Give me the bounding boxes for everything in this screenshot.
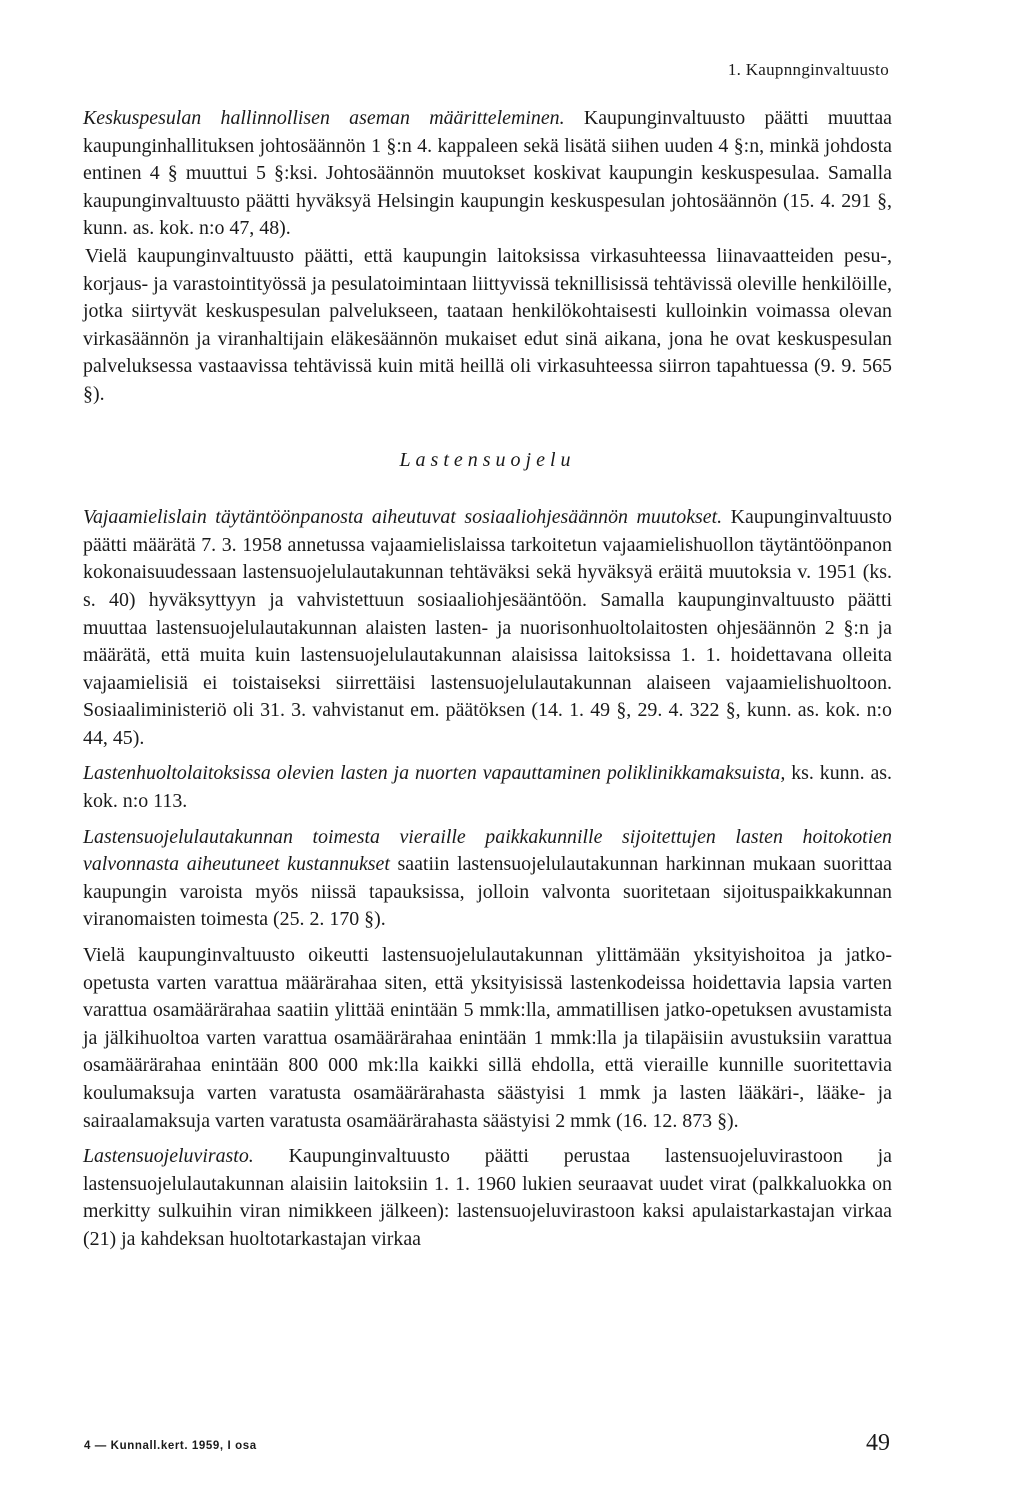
paragraph-text: Kaupunginvaltuusto päätti määrätä 7. 3. 1958 annetussa vajaamielislaissa tarkoitetun vajaamielishuollon täytäntöönpanon kokonaisuudessaan lastensuojelulautakunnan tehtäväksi sekä hyväksyä eräitä muutoksia v. 1951 (ks. s. 40) hyväksyttyyn ja vahvistettuun sosiaaliohjesääntöön. Samalla kaupunginvaltuusto päätti muuttaa lastensuojelulautakunnan alaisten lasten- ja nuorisonhuoltolaitosten ohjesäännön 2 §:n ja määrätä, että muita kuin lastensuojelulautakunnan alaisissa laitoksissa 1. 1. hoidettavana olleita vajaamielisiä ei toistaiseksi siirrettäisi lastensuojelulautakunnan alaiseen vajaamielishuoltoon. Sosiaaliministeriö oli 31. 3. vahvistanut em. päätöksen (14. 1. 49 §, 29. 4. 322 §, kunn. as. kok. n:o 44, 45). [83, 506, 892, 749]
paragraph-title: Lastenhuoltolaitoksissa olevien lasten ja nuorten vapauttaminen poliklinikkamaksuista, [83, 762, 786, 785]
page-body [83, 105, 892, 1254]
paragraph-hoitokotien-valvonta [83, 824, 892, 934]
paragraph-vajaamielislaki [83, 504, 892, 752]
paragraph-lastensuojeluvirasto [83, 1143, 892, 1253]
footer-source: 4 — Kunnall.kert. 1959, I osa [84, 1440, 257, 1452]
paragraph-text: Vielä kaupunginvaltuusto oikeutti lastensuojelulautakunnan ylittämään yksityishoitoa ja jatko-opetusta varten varattua määrärahaa siten, että yksityisissä lastenkodeissa hoidettavia lapsia varten varattua osamäärärahaa saatiin ylittää enintään 5 mmk:lla, ammatillisen jatko-opetuksen avustamista ja jälkihuoltoa varten varattua osamäärärahaa enintään 1 mmk:lla ja tilapäisiin avustuksiin varattua osamäärärahaa enintään 800 000 mk:lla kaikki sillä ehdolla, että vieraille kunnille suoritettavia koulumaksuja varten varatusta osamäärärahasta säästyisi 1 mmk ja lasten lääkäri-, lääke- ja sairaalamaksuja varten varatusta osamäärärahasta säästyisi 2 mmk (16. 12. 873 §). [83, 944, 892, 1132]
paragraph-text: Vielä kaupunginvaltuusto päätti, että kaupungin laitoksissa virkasuhteessa liinavaatteiden pesu-, korjaus- ja varastointityössä ja pesulatoimintaan liittyvissä teknillisissä tehtävissä oleville henkilöille, jotka siirtyvät keskuspesulan palvelukseen, taataan henkilökohtaisesti kulloinkin voimassa olevan virkasäännön ja viranhaltijain eläkesäännön mukaiset edut sinä aikana, jona he ovat keskuspesulan palveluksessa vastaavissa tehtävissä kuin mitä heillä oli virkasuhteessa siirron tapahtuessa (9. 9. 565 §). [83, 244, 892, 405]
paragraph-title: Lastensuojelulautakunnan toimesta vieraille paikkakunnille sijoitettujen lasten hoitokotien valvonnasta aiheutuneet kustannukset [83, 825, 892, 876]
paragraph-text: Kaupunginvaltuusto päätti perustaa lastensuojeluvirastoon ja lastensuojelulautakunnan alaisiin laitoksiin 1. 1. 1960 lukien seuraavat uudet virat (palkkaluokka on merkitty sulkuihin viran nimikkeen jälkeen): lastensuojeluvirastoon kaksi apulaistarkastajan virkaa (21) ja kahdeksan huoltotarkastajan virkaa [83, 1145, 892, 1250]
paragraph-title: Keskuspesulan hallinnollisen aseman määritteleminen. [83, 107, 565, 129]
section-heading: Lastensuojelu [399, 448, 576, 471]
paragraph-maararahat [83, 942, 892, 1135]
paragraph-title: Lastensuojeluvirasto. [83, 1145, 254, 1168]
paragraph-text: ks. kunn. as. kok. n:o 113. [83, 762, 892, 813]
page-number: 49 [866, 1430, 890, 1456]
paragraph-title: Vajaamielislain täytäntöönpanosta aiheutuvat sosiaaliohjesäännön muutokset. [83, 506, 723, 529]
paragraph-text: saatiin lastensuojelulautakunnan harkinnan mukaan suorittaa kaupungin varoista myös niissä tapauksissa, jolloin valvonta suoritetaan sijoituspaikkakunnan viranomaisten toimesta (25. 2. 170 §). [83, 853, 892, 931]
running-header: 1. Kaupnnginvaltuusto [727, 60, 889, 79]
paragraph-poliklinikkamaksut [83, 760, 892, 815]
paragraph-keskuspesula-edut [83, 243, 892, 409]
paragraph-text: Kaupunginvaltuusto päätti muuttaa kaupunginhallituksen johtosäännön 1 §:n 4. kappaleen sekä lisätä siihen uuden 4 §:n, minkä johdosta entinen 4 § muuttui 5 §:ksi. Johtosäännön muutokset koskivat kaupungin keskuspesulaa. Samalla kaupunginvaltuusto päätti hyväksyä Helsingin kaupungin keskuspesulan johtosäännön (15. 4. 291 §, kunn. as. kok. n:o 47, 48). [83, 107, 892, 240]
paragraph-keskuspesula [83, 105, 892, 243]
